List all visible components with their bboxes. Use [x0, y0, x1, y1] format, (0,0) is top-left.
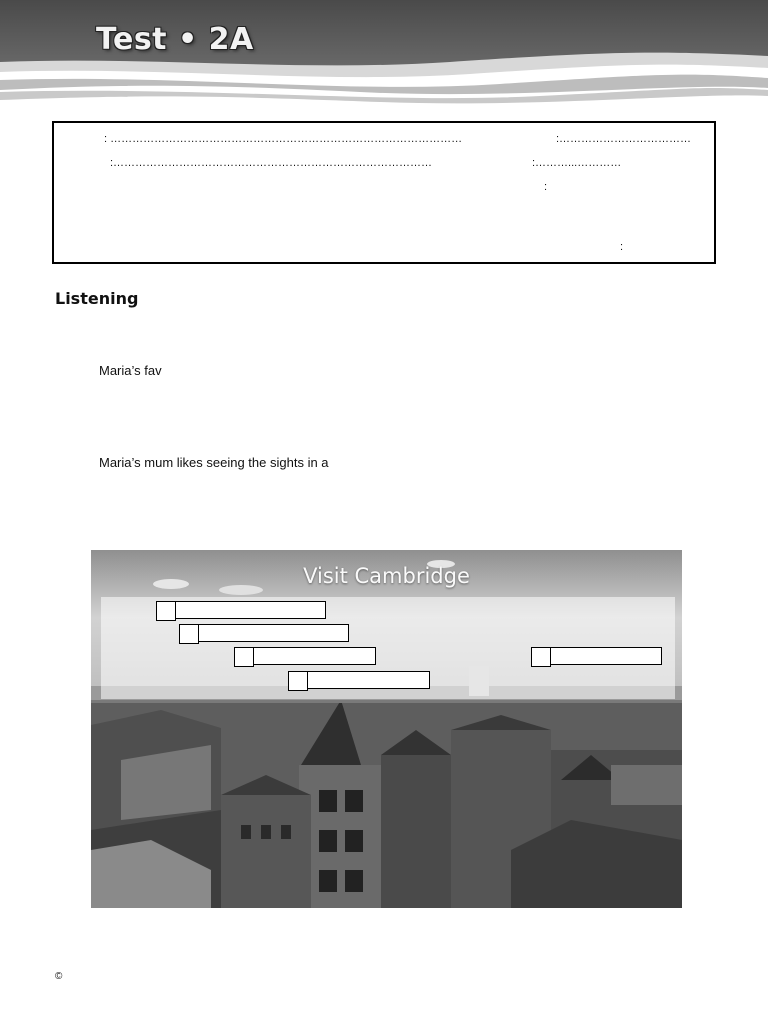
answer-number-box: [156, 601, 176, 621]
copyright-mark: ©: [55, 971, 63, 982]
answer-number-box: [234, 647, 254, 667]
cambridge-poster: [91, 550, 682, 908]
info-row-6: :: [620, 241, 624, 253]
answer-row-1: [156, 601, 326, 621]
info-row-2[interactable]: :………………………………: [556, 133, 692, 145]
test-title: Test • 2A: [96, 22, 254, 57]
answer-row-4: [531, 647, 662, 667]
poster-title: Visit Cambridge: [303, 564, 470, 588]
student-info-box: [52, 121, 716, 264]
question-1: Maria’s fav: [99, 363, 162, 378]
answer-row-2: [179, 624, 349, 644]
info-row-1[interactable]: : ……………………………………………………………………………………: [104, 133, 463, 145]
header-banner: [0, 0, 768, 110]
answer-field-2[interactable]: [199, 624, 349, 642]
answer-number-box: [531, 647, 551, 667]
info-row-5: :: [544, 181, 548, 193]
answer-field-1[interactable]: [176, 601, 326, 619]
answer-field-4[interactable]: [551, 647, 662, 665]
info-row-4[interactable]: :………...…………: [532, 157, 622, 169]
answer-row-3: [234, 647, 376, 667]
answer-number-box: [288, 671, 308, 691]
info-row-3[interactable]: :……………………………………………………………………………: [110, 157, 433, 169]
answer-field-5[interactable]: [308, 671, 430, 689]
answer-number-box: [179, 624, 199, 644]
answer-panel: [101, 597, 675, 699]
answer-row-5: [288, 671, 430, 691]
answer-field-3[interactable]: [254, 647, 376, 665]
section-heading-listening: Listening: [55, 289, 139, 308]
question-2: Maria’s mum likes seeing the sights in a: [99, 455, 329, 470]
